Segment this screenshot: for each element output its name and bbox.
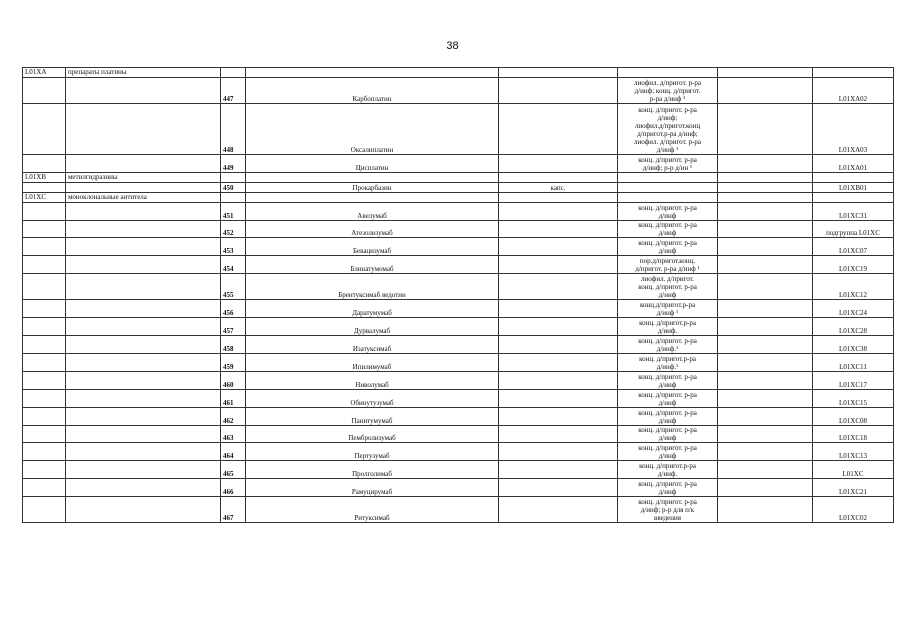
table-row <box>23 461 894 479</box>
row-number: 451 <box>221 202 246 220</box>
drug-name: Блинатумомаб <box>246 256 499 274</box>
empty-cell <box>618 68 718 78</box>
table-row <box>23 182 894 192</box>
empty-cell <box>66 300 221 318</box>
empty-cell <box>718 407 813 425</box>
table-row <box>23 318 894 336</box>
dose-line: лиофил. д/пригот. р-ра <box>633 137 702 146</box>
dose-line: д/инф.¹ <box>656 362 679 371</box>
dosage-form <box>499 78 618 104</box>
empty-cell <box>23 443 66 461</box>
table-row <box>23 336 894 354</box>
dose-line: д/инф; р-р д/ин ¹ <box>642 163 693 172</box>
drug-name: Карбоплатин <box>246 78 499 104</box>
atc-code: L01XC13 <box>813 443 894 461</box>
atc-code: L01XC21 <box>813 479 894 497</box>
empty-cell <box>718 202 813 220</box>
atc-code: L01XC12 <box>813 274 894 300</box>
dose-line: конц. д/пригот. р-ра <box>638 283 697 292</box>
atc-code: L01XC11 <box>813 354 894 372</box>
dose-line: д/инф; конц. д/пригот. <box>634 87 701 96</box>
page-number: 38 <box>446 40 459 52</box>
dose-line: д/инф. <box>657 470 678 479</box>
dose-line: д/инф <box>658 452 677 461</box>
empty-cell <box>66 479 221 497</box>
drug-name: Панитумумаб <box>246 407 499 425</box>
dose-description <box>618 202 718 220</box>
dose-description <box>618 220 718 238</box>
dose-line: д/инф <box>658 416 677 425</box>
empty-cell <box>66 425 221 443</box>
empty-cell <box>221 192 246 202</box>
dosage-form <box>499 497 618 523</box>
drug-name: Рамуцирумаб <box>246 479 499 497</box>
dosage-form <box>499 389 618 407</box>
empty-cell <box>66 497 221 523</box>
dosage-form <box>499 371 618 389</box>
empty-cell <box>813 68 894 78</box>
atc-code: L01XC31 <box>813 202 894 220</box>
dose-line: д/инф ¹ <box>656 309 679 318</box>
table-row <box>23 354 894 372</box>
drug-name: Атезолизумаб <box>246 220 499 238</box>
dose-description <box>618 461 718 479</box>
atc-code: L01XC19 <box>813 256 894 274</box>
drug-name: Бевацизумаб <box>246 238 499 256</box>
dose-description <box>618 479 718 497</box>
dose-line: д/инф; <box>657 113 678 122</box>
empty-cell <box>718 443 813 461</box>
dosage-form: капс. <box>499 182 618 192</box>
dose-line: д/инф <box>658 488 677 497</box>
empty-cell <box>718 479 813 497</box>
empty-cell <box>23 104 66 155</box>
empty-cell <box>66 443 221 461</box>
dose-line: конц.д/пригот.р-ра <box>639 301 696 310</box>
row-number: 454 <box>221 256 246 274</box>
dosage-form <box>499 479 618 497</box>
empty-cell <box>23 389 66 407</box>
table-row <box>23 425 894 443</box>
dosage-form <box>499 425 618 443</box>
empty-cell <box>23 318 66 336</box>
table-row <box>23 371 894 389</box>
dose-line: конц. д/пригот.р-ра <box>639 462 696 471</box>
dose-line: д/инф ¹ <box>656 145 679 154</box>
empty-cell <box>66 182 221 192</box>
atc-group-code: L01XC <box>23 192 66 202</box>
dose-line: конц. д/пригот. р-ра <box>638 444 697 453</box>
empty-cell <box>23 182 66 192</box>
atc-code: L01XC02 <box>813 497 894 523</box>
dosage-form <box>499 407 618 425</box>
table-row <box>23 256 894 274</box>
dose-line: конц. д/пригот. р-ра <box>638 203 697 212</box>
dosage-form <box>499 154 618 172</box>
drug-name: Оксалиплатин <box>246 104 499 155</box>
atc-code: L01XA01 <box>813 154 894 172</box>
empty-cell <box>718 78 813 104</box>
table-row <box>23 443 894 461</box>
dose-line: д/пригот.р-ра д/инф; <box>637 129 698 138</box>
dose-line: конц. д/пригот. р-ра <box>638 337 697 345</box>
dose-line: д/инф <box>658 398 677 407</box>
table-row <box>23 154 894 172</box>
empty-cell <box>718 274 813 300</box>
table-row <box>23 202 894 220</box>
dose-description <box>618 182 718 192</box>
empty-cell <box>23 371 66 389</box>
dosage-form <box>499 202 618 220</box>
table-row <box>23 407 894 425</box>
empty-cell <box>23 154 66 172</box>
dose-line: конц. д/пригот. р-ра <box>638 390 697 399</box>
drug-name: Авелумаб <box>246 202 499 220</box>
dosage-form <box>499 238 618 256</box>
drug-name: Ритуксимаб <box>246 497 499 523</box>
empty-cell <box>718 497 813 523</box>
atc-group-code: L01XA <box>23 68 66 78</box>
empty-cell <box>246 172 499 182</box>
empty-cell <box>718 425 813 443</box>
empty-cell <box>718 104 813 155</box>
row-number: 459 <box>221 354 246 372</box>
empty-cell <box>23 300 66 318</box>
dose-line: конц. д/пригот. р-ра <box>638 221 697 230</box>
drug-table <box>22 67 894 523</box>
dose-description <box>618 336 718 354</box>
atc-group-label: метилгидразины <box>66 172 221 182</box>
group-row <box>23 172 894 182</box>
table-body <box>23 68 894 523</box>
dose-line: д/инф; р-р для п/к <box>640 506 695 515</box>
dose-line: конц. д/пригот.р-ра <box>639 354 696 363</box>
empty-cell <box>66 461 221 479</box>
dose-line: д/пригот. р-ра д/инф ¹ <box>635 265 700 274</box>
dose-line: лиофил.д/пригот.конц <box>634 121 701 130</box>
dose-line: конц. д/пригот. р-ра <box>638 105 697 114</box>
dose-line: д/инф <box>658 229 677 238</box>
empty-cell <box>23 354 66 372</box>
dose-line: д/инф <box>658 291 677 300</box>
drug-name: Ипилимумаб <box>246 354 499 372</box>
empty-cell <box>23 407 66 425</box>
empty-cell <box>23 274 66 300</box>
empty-cell <box>66 407 221 425</box>
empty-cell <box>66 389 221 407</box>
row-number: 453 <box>221 238 246 256</box>
dose-line: д/инф <box>658 211 677 220</box>
empty-cell <box>66 318 221 336</box>
drug-name: Прокарбазин <box>246 182 499 192</box>
row-number: 463 <box>221 425 246 443</box>
table-row <box>23 300 894 318</box>
dose-line: лиофил. д/пригот. <box>641 275 694 284</box>
drug-name: Даратумумаб <box>246 300 499 318</box>
dosage-form <box>499 461 618 479</box>
dose-description <box>618 318 718 336</box>
dose-line: пор.д/пригот.конц. <box>639 257 696 266</box>
dosage-form <box>499 220 618 238</box>
dose-line: конц. д/пригот. р-ра <box>638 426 697 435</box>
dosage-form <box>499 104 618 155</box>
drug-name: Брентуксимаб ведотин <box>246 274 499 300</box>
empty-cell <box>718 172 813 182</box>
empty-cell <box>66 78 221 104</box>
dose-line: конц. д/пригот. р-ра <box>638 408 697 417</box>
dosage-form <box>499 354 618 372</box>
row-number: 457 <box>221 318 246 336</box>
empty-cell <box>23 479 66 497</box>
dosage-form <box>499 274 618 300</box>
empty-cell <box>23 497 66 523</box>
row-number: 460 <box>221 371 246 389</box>
row-number: 452 <box>221 220 246 238</box>
empty-cell <box>23 202 66 220</box>
row-number: 467 <box>221 497 246 523</box>
empty-cell <box>499 172 618 182</box>
dose-description <box>618 104 718 155</box>
dose-line: конц. д/пригот. р-ра <box>638 239 697 248</box>
drug-name: Цисплатин <box>246 154 499 172</box>
empty-cell <box>23 461 66 479</box>
dose-line: введения <box>654 514 681 523</box>
dose-line: конц. д/пригот. р-ра <box>638 498 697 507</box>
row-number: 466 <box>221 479 246 497</box>
row-number: 447 <box>221 78 246 104</box>
empty-cell <box>23 256 66 274</box>
empty-cell <box>718 220 813 238</box>
atc-code: L01XC17 <box>813 371 894 389</box>
empty-cell <box>66 274 221 300</box>
dose-line: д/инф. <box>657 327 678 336</box>
atc-code: подгруппа L01XC <box>813 220 894 238</box>
dose-line: конц. д/пригот. р-ра <box>638 480 697 489</box>
empty-cell <box>66 371 221 389</box>
empty-cell <box>718 300 813 318</box>
dose-description <box>618 300 718 318</box>
dosage-form <box>499 300 618 318</box>
dose-line: конц. д/пригот. р-ра <box>638 372 697 381</box>
empty-cell <box>66 336 221 354</box>
drug-name: Пембролизумаб <box>246 425 499 443</box>
atc-code: L01XB01 <box>813 182 894 192</box>
empty-cell <box>813 172 894 182</box>
table-row <box>23 479 894 497</box>
empty-cell <box>23 425 66 443</box>
dose-line: лиофил. д/пригот. р-ра <box>633 79 702 88</box>
table-row <box>23 274 894 300</box>
atc-group-label: моноклональные антитела <box>66 192 221 202</box>
dose-description <box>618 354 718 372</box>
atc-code: L01XC <box>813 461 894 479</box>
atc-group-label: препараты платины <box>66 68 221 78</box>
empty-cell <box>66 220 221 238</box>
table-row <box>23 238 894 256</box>
empty-cell <box>66 104 221 155</box>
atc-code: L01XC18 <box>813 425 894 443</box>
atc-group-code: L01XB <box>23 172 66 182</box>
dose-description <box>618 78 718 104</box>
atc-code: L01XA03 <box>813 104 894 155</box>
empty-cell <box>499 68 618 78</box>
atc-code: L01XC28 <box>813 318 894 336</box>
dose-description <box>618 407 718 425</box>
empty-cell <box>23 336 66 354</box>
empty-cell <box>66 238 221 256</box>
dose-description <box>618 238 718 256</box>
empty-cell <box>618 172 718 182</box>
empty-cell <box>23 78 66 104</box>
group-row <box>23 192 894 202</box>
dose-description <box>618 425 718 443</box>
empty-cell <box>66 154 221 172</box>
dose-line: конц. д/пригот.р-ра <box>639 319 696 328</box>
dose-line: д/инф.¹ <box>656 345 679 353</box>
atc-code: L01XC38 <box>813 336 894 354</box>
table-row <box>23 220 894 238</box>
empty-cell <box>246 192 499 202</box>
row-number: 458 <box>221 336 246 354</box>
table-row <box>23 104 894 155</box>
empty-cell <box>718 182 813 192</box>
drug-name: Дурвалумаб <box>246 318 499 336</box>
dosage-form <box>499 336 618 354</box>
drug-name: Обинутузумаб <box>246 389 499 407</box>
dose-line: р-ра д/инф ¹ <box>649 95 686 104</box>
dosage-form <box>499 256 618 274</box>
atc-code: L01XA02 <box>813 78 894 104</box>
dose-line: д/инф <box>658 434 677 443</box>
drug-name: Пертузумаб <box>246 443 499 461</box>
empty-cell <box>718 238 813 256</box>
row-number: 465 <box>221 461 246 479</box>
row-number: 462 <box>221 407 246 425</box>
empty-cell <box>23 238 66 256</box>
dose-description <box>618 154 718 172</box>
group-row <box>23 68 894 78</box>
dose-line: конц. д/пригот. р-ра <box>638 155 697 164</box>
empty-cell <box>66 202 221 220</box>
dosage-form <box>499 443 618 461</box>
empty-cell <box>246 68 499 78</box>
empty-cell <box>813 192 894 202</box>
empty-cell <box>718 154 813 172</box>
atc-code: L01XC15 <box>813 389 894 407</box>
empty-cell <box>221 68 246 78</box>
empty-cell <box>718 354 813 372</box>
empty-cell <box>718 256 813 274</box>
empty-cell <box>66 256 221 274</box>
dose-description <box>618 274 718 300</box>
table-row <box>23 78 894 104</box>
empty-cell <box>718 192 813 202</box>
table-row <box>23 389 894 407</box>
empty-cell <box>499 192 618 202</box>
row-number: 448 <box>221 104 246 155</box>
table-row <box>23 497 894 523</box>
empty-cell <box>618 192 718 202</box>
empty-cell <box>718 318 813 336</box>
dosage-form <box>499 318 618 336</box>
drug-name: Ниволумаб <box>246 371 499 389</box>
row-number: 450 <box>221 182 246 192</box>
empty-cell <box>718 389 813 407</box>
row-number: 464 <box>221 443 246 461</box>
empty-cell <box>718 371 813 389</box>
dose-description <box>618 389 718 407</box>
row-number: 455 <box>221 274 246 300</box>
empty-cell <box>718 461 813 479</box>
row-number: 449 <box>221 154 246 172</box>
row-number: 456 <box>221 300 246 318</box>
dose-line: д/инф <box>658 247 677 256</box>
empty-cell <box>718 336 813 354</box>
empty-cell <box>66 354 221 372</box>
empty-cell <box>221 172 246 182</box>
dose-description <box>618 371 718 389</box>
dose-description <box>618 256 718 274</box>
empty-cell <box>23 220 66 238</box>
atc-code: L01XC24 <box>813 300 894 318</box>
row-number: 461 <box>221 389 246 407</box>
drug-name: Пролголимаб <box>246 461 499 479</box>
empty-cell <box>718 68 813 78</box>
drug-name: Изатуксимаб <box>246 336 499 354</box>
dose-line: д/инф <box>658 380 677 389</box>
atc-code: L01XC07 <box>813 238 894 256</box>
dose-description <box>618 443 718 461</box>
dose-description <box>618 497 718 523</box>
atc-code: L01XC08 <box>813 407 894 425</box>
